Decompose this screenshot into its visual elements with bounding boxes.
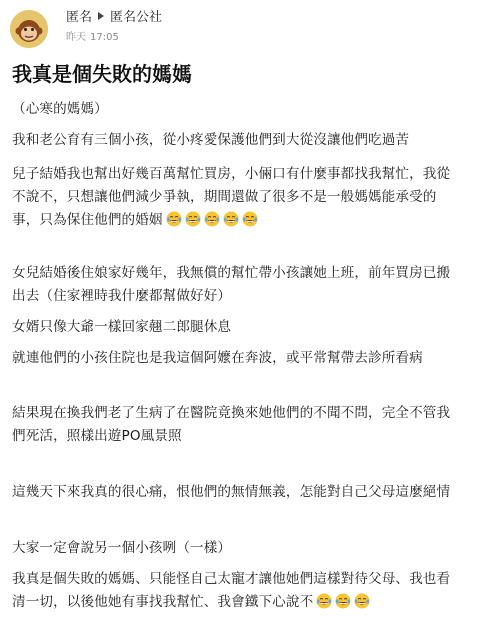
caret-right-icon: [98, 12, 104, 20]
crying-laughing-emoji-icon: [223, 211, 239, 227]
board-name[interactable]: 匿名公社: [110, 10, 163, 25]
emoji-group: [163, 209, 258, 231]
emoji-group: [313, 591, 370, 613]
post-line: 這幾天下來我真的很心痛，恨他們的無情無義，怎能對自己父母這麼絕情: [12, 484, 451, 500]
post-line: 我和老公育有三個小孩，從小疼愛保護他們到大從沒讓他們吃過苦: [12, 132, 410, 148]
crying-laughing-emoji-icon: [204, 211, 220, 227]
post-line: 大家一定會說另一個小孩咧（一樣）: [12, 540, 232, 556]
post-title: 我真是個失敗的媽媽: [12, 62, 192, 86]
post-line: 不說不，只想讓他們減少爭執，期間還做了很多不是一般媽媽能承受的: [12, 189, 437, 205]
author-name[interactable]: 匿名: [66, 10, 93, 25]
monkey-avatar-icon: [10, 10, 48, 48]
post-line-text: 清一切，以後他她有事找我幫忙、我會鐵下心說不: [12, 594, 314, 610]
post-line: 我真是個失敗的媽媽、只能怪自己太寵才讓他她們這樣對待父母、我也看: [12, 571, 451, 587]
post-meta: [66, 8, 162, 46]
post-line: 女婿只像大爺一樣回家翹二郎腿休息: [12, 319, 232, 335]
crying-laughing-emoji-icon: [185, 211, 201, 227]
timestamp-day: 昨天: [66, 32, 86, 43]
crying-laughing-emoji-icon: [166, 211, 182, 227]
post-header: [10, 8, 490, 48]
post-line: 兒子結婚我也幫出好幾百萬幫忙買房，小倆口有什麼事都找我幫忙，我從: [12, 166, 451, 182]
post-line: （心寒的媽媽）: [12, 101, 108, 117]
crying-laughing-emoji-icon: [354, 593, 370, 609]
post-line: 們死活，照樣出遊PO風景照: [12, 428, 182, 444]
crying-laughing-emoji-icon: [335, 593, 351, 609]
post-line: 結果現在換我們老了生病了在醫院竟換來她他們的不聞不問，完全不管我: [12, 405, 451, 421]
timestamp-clock: 17:05: [90, 32, 119, 43]
post-line-with-emojis: [12, 591, 370, 613]
crying-laughing-emoji-icon: [242, 211, 258, 227]
post-line: 就連他們的小孩住院也是我這個阿嬤在奔波，或平常幫帶去診所看病: [12, 350, 423, 366]
post-line-text: 事，只為保住他們的婚姻: [12, 212, 163, 228]
post-line: 女兒結婚後住娘家好幾年，我無償的幫忙帶小孩讓她上班，前年買房已搬: [12, 265, 451, 281]
post-line-with-emojis: [12, 209, 258, 231]
crying-laughing-emoji-icon: [316, 593, 332, 609]
timestamp: [66, 30, 162, 46]
post-line: 出去（住家裡時我什麼都幫做好好）: [12, 288, 232, 304]
breadcrumb: [66, 8, 162, 28]
avatar[interactable]: [10, 10, 48, 48]
